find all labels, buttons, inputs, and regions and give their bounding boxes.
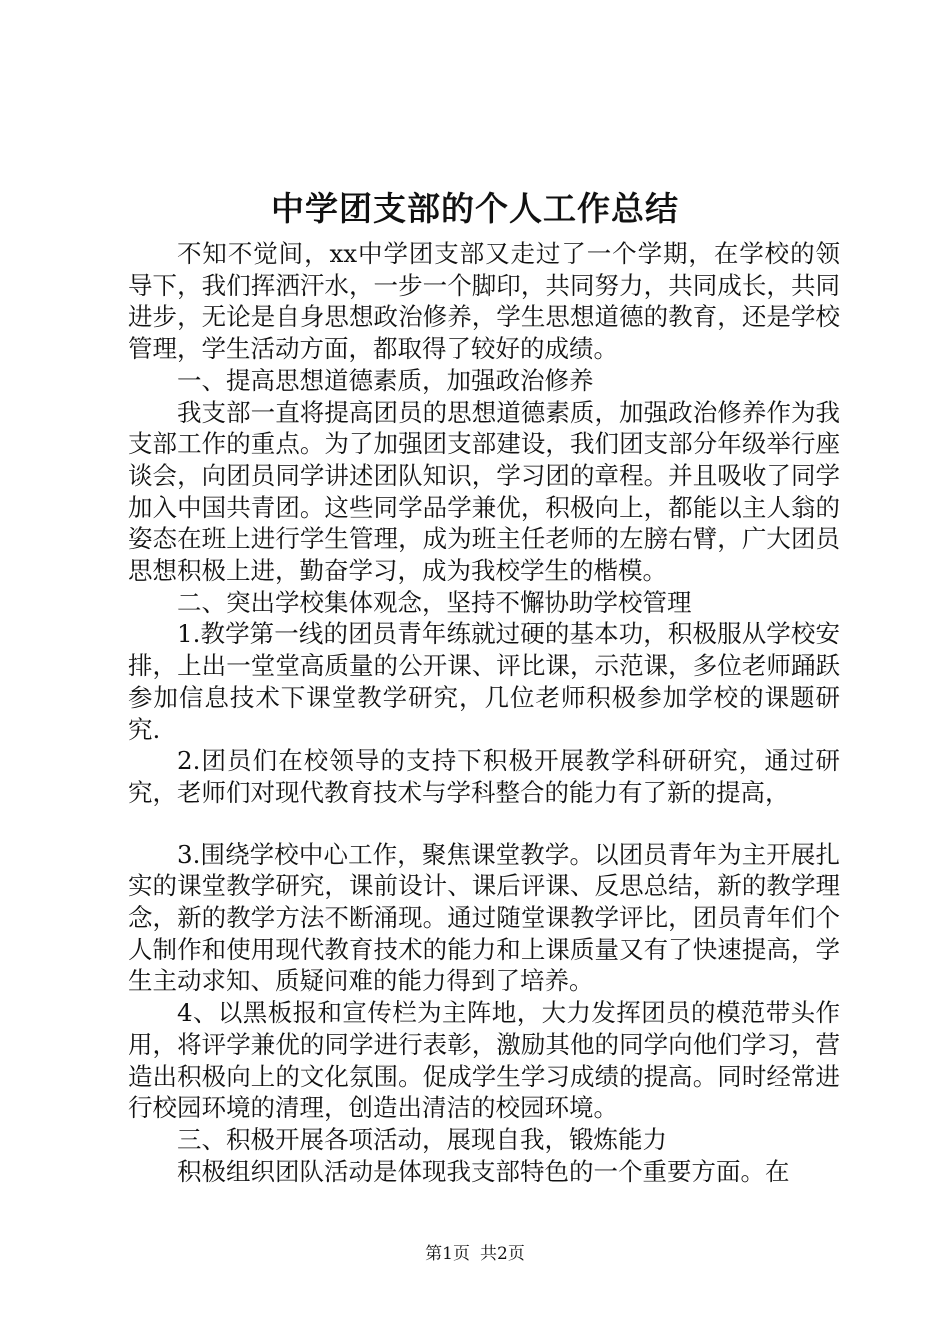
paragraph-item-2: 2.团员们在校领导的支持下积极开展教学科研研究，通过研究，老师们对现代教育技术与学科整合的能力有了新的提高， (128, 746, 840, 807)
section-heading-2: 二、突出学校集体观念，坚持不懈协助学校管理 (177, 587, 692, 617)
page-total: 共2页 (480, 1244, 525, 1264)
page-number: 第1页 (425, 1244, 470, 1264)
paragraph-item-3: 3.围绕学校中心工作，聚焦课堂教学。以团员青年为主开展扎实的课堂教学研究，课前设计、课后评课、反思总结，新的教学理念，新的教学方法不断涌现。通过随堂课教学评比，团员青年们个人制作和使用现代教育技术的能力和上课质量又有了快速提高，学生主动求知、质疑问难的能力得到了培养。 (128, 839, 840, 996)
paragraph-item-4: 4、以黑板报和宣传栏为主阵地，大力发挥团员的模范带头作用，将评学兼优的同学进行表彰，激励其他的同学向他们学习，营造出积极向上的文化氛围。促成学生学习成绩的提高。同时经常进行校园环境的清理，创造出清洁的校园环境。 (128, 998, 840, 1123)
paragraph-intro: 不知不觉间，xx中学团支部又走过了一个学期，在学校的领导下，我们挥洒汗水，一步一个脚印，共同努力，共同成长，共同进步，无论是自身思想政治修养，学生思想道德的教育，还是学校管理，学生活动方面，都取得了较好的成绩。 (128, 239, 840, 364)
paragraph-item-1: 1.教学第一线的团员青年练就过硬的基本功，积极服从学校安排，上出一堂堂高质量的公开课、评比课，示范课，多位老师踊跃参加信息技术下课堂教学研究，几位老师积极参加学校的课题研究. (128, 619, 840, 744)
document-body (128, 238, 840, 1187)
section-heading-1: 一、提高思想道德素质，加强政治修养 (177, 365, 594, 395)
section-heading-3: 三、积极开展各项活动，展现自我，锻炼能力 (177, 1124, 667, 1154)
paragraph-section-1: 我支部一直将提高团员的思想道德素质，加强政治修养作为我支部工作的重点。为了加强团支部建设，我们团支部分年级举行座谈会，向团员同学讲述团队知识，学习团的章程。并且吸收了同学加入中国共青团。这些同学品学兼优，积极向上，都能以主人翁的姿态在班上进行学生管理，成为班主任老师的左膀右臂，广大团员思想积极上进，勤奋学习，成为我校学生的楷模。 (128, 397, 840, 586)
document-title: 中学团支部的个人工作总结 (271, 189, 679, 228)
paragraph-section-3: 积极组织团队活动是体现我支部特色的一个重要方面。在 (177, 1156, 790, 1186)
page-footer (0, 1242, 950, 1266)
